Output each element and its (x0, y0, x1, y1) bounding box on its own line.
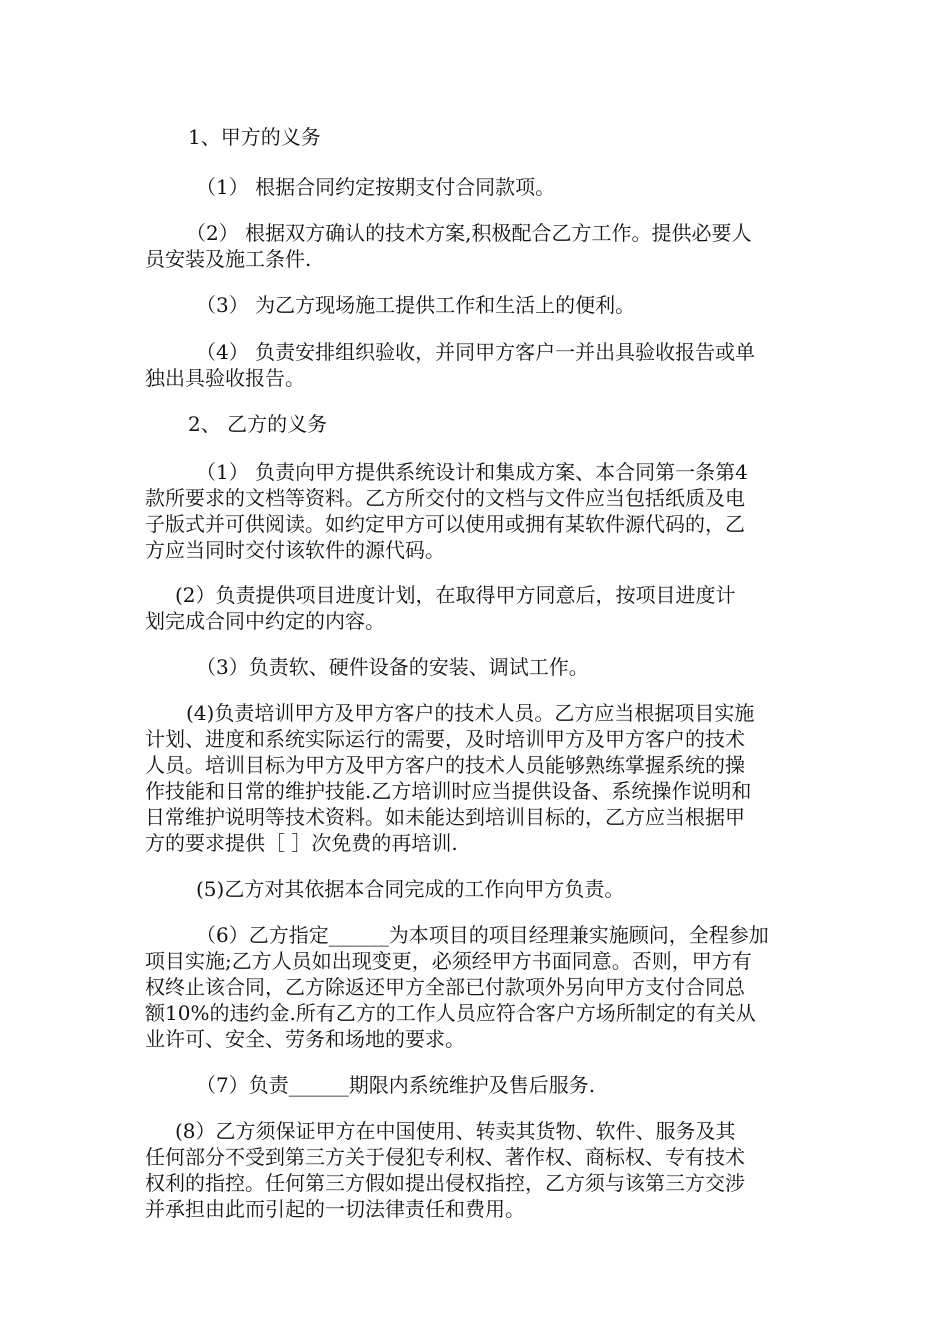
paragraph-2-8-line-3: 权利的指控。任何第三方假如提出侵权指控，乙方须与该第三方交涉 (145, 1171, 745, 1195)
paragraph-2-4-line-1: (4)负责培训甲方及甲方客户的技术人员。乙方应当根据项目实施 (186, 701, 755, 725)
paragraph-1-2-line-2: 员安装及施工条件. (145, 247, 312, 271)
section1-heading: 1、甲方的义务 (188, 125, 321, 149)
paragraph-2-3: （3）负责软、硬件设备的安装、调试工作。 (196, 655, 589, 679)
paragraph-2-6-line-1: （6）乙方指定______为本项目的项目经理兼实施顾问，全程参加 (196, 923, 769, 947)
paragraph-2-2-line-1: (2）负责提供项目进度计划，在取得甲方同意后，按项目进度计 (175, 583, 736, 607)
paragraph-2-6-line-4: 额10%的违约金.所有乙方的工作人员应符合客户方场所制定的有关从 (145, 1001, 756, 1025)
paragraph-2-4-line-5: 日常维护说明等技术资料。如未能达到培训目标的，乙方应当根据甲 (145, 805, 745, 829)
paragraph-1-1: （1） 根据合同约定按期支付合同款项。 (196, 175, 556, 199)
paragraph-2-1-line-1: （1） 负责向甲方提供系统设计和集成方案、本合同第一条第4 (196, 460, 748, 484)
paragraph-2-4-line-6: 方的要求提供［ ］次免费的再培训. (145, 831, 458, 855)
paragraph-2-8-line-2: 任何部分不受到第三方关于侵犯专利权、著作权、商标权、专有技术 (145, 1145, 745, 1169)
paragraph-2-1-line-3: 子版式并可供阅读。如约定甲方可以使用或拥有某软件源代码的，乙 (145, 512, 745, 536)
paragraph-2-6-line-3: 权终止该合同，乙方除返还甲方全部已付款项外另向甲方支付合同总 (145, 975, 745, 999)
paragraph-2-1-line-4: 方应当同时交付该软件的源代码。 (145, 538, 445, 562)
paragraph-2-1-line-2: 款所要求的文档等资料。乙方所交付的文档与文件应当包括纸质及电 (145, 486, 745, 510)
paragraph-2-2-line-2: 划完成合同中约定的内容。 (145, 609, 385, 633)
paragraph-2-8-line-4: 并承担由此而引起的一切法律责任和费用。 (145, 1197, 525, 1221)
paragraph-2-6-line-2: 项目实施;乙方人员如出现变更，必须经甲方书面同意。否则，甲方有 (145, 949, 752, 973)
section2-heading: 2、 乙方的义务 (188, 412, 328, 436)
paragraph-2-7: （7）负责______期限内系统维护及售后服务. (196, 1073, 596, 1097)
paragraph-2-4-line-2: 计划、进度和系统实际运行的需要，及时培训甲方及甲方客户的技术 (145, 727, 745, 751)
paragraph-2-8-line-1: (8）乙方须保证甲方在中国使用、转卖其货物、软件、服务及其 (175, 1119, 736, 1143)
paragraph-2-4-line-4: 作技能和日常的维护技能.乙方培训时应当提供设备、系统操作说明和 (145, 779, 752, 803)
paragraph-2-4-line-3: 人员。培训目标为甲方及甲方客户的技术人员能够熟练掌握系统的操 (145, 753, 745, 777)
paragraph-1-2-line-1: （2） 根据双方确认的技术方案,积极配合乙方工作。提供必要人 (186, 221, 752, 245)
paragraph-1-4-line-1: （4） 负责安排组织验收，并同甲方客户一并出具验收报告或单 (196, 340, 756, 364)
paragraph-1-3: （3） 为乙方现场施工提供工作和生活上的便利。 (196, 293, 636, 317)
paragraph-2-5: (5)乙方对其依据本合同完成的工作向甲方负责。 (196, 877, 625, 901)
paragraph-2-6-line-5: 业许可、安全、劳务和场地的要求。 (145, 1027, 465, 1051)
paragraph-1-4-line-2: 独出具验收报告。 (145, 366, 305, 390)
